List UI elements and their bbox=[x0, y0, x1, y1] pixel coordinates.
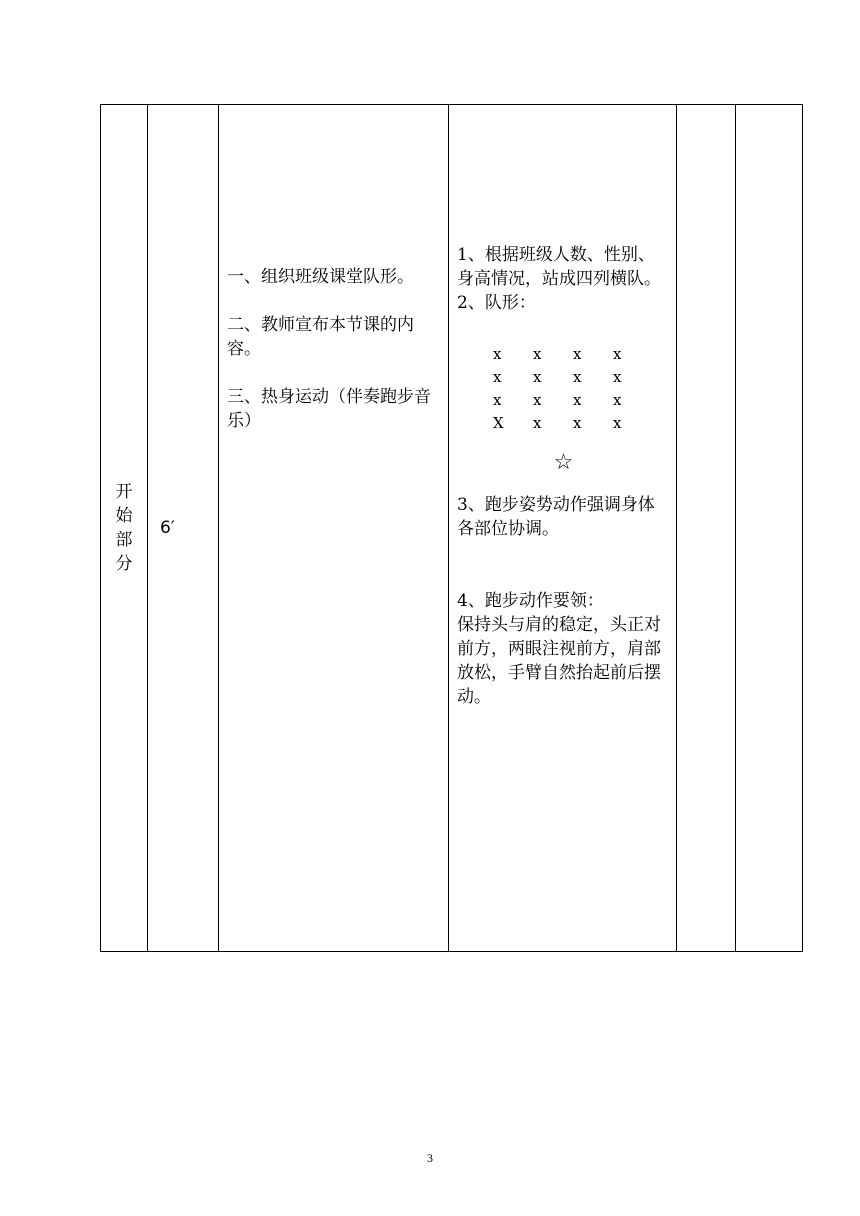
method-step-4-body: 保持头与肩的稳定，头正对前方，两眼注视前方，肩部放松，手臂自然抬起前后摆动。 bbox=[457, 615, 661, 707]
student-mark: x bbox=[533, 368, 542, 386]
duration-value: 6′ bbox=[160, 518, 175, 538]
formation-row bbox=[457, 412, 670, 435]
student-mark: x bbox=[493, 345, 502, 363]
content-item: 三、热身运动（伴奏跑步音乐） bbox=[227, 387, 431, 431]
student-mark: x bbox=[613, 414, 622, 432]
student-mark: x bbox=[573, 414, 582, 432]
method-step-4-title: 4、跑步动作要领： bbox=[457, 591, 604, 611]
content-cell bbox=[219, 105, 449, 952]
section-label-char: 分 bbox=[115, 554, 133, 574]
student-mark: x bbox=[573, 391, 582, 409]
empty-cell bbox=[736, 105, 803, 952]
method-cell bbox=[449, 105, 677, 952]
teacher-star-icon: ☆ bbox=[553, 450, 574, 475]
formation-row bbox=[457, 343, 670, 366]
student-mark: x bbox=[493, 391, 502, 409]
student-mark: x bbox=[573, 345, 582, 363]
table-row bbox=[101, 105, 803, 952]
student-mark: X bbox=[493, 414, 504, 432]
method-step-1: 1、根据班级人数、性别、身高情况，站成四列横队。 bbox=[457, 245, 661, 289]
section-label-char: 开 bbox=[115, 482, 133, 502]
student-mark: x bbox=[613, 391, 622, 409]
method-step-2: 2、队形： bbox=[457, 293, 536, 313]
section-label-cell bbox=[101, 105, 148, 952]
page-number: 3 bbox=[427, 1151, 433, 1165]
section-label-char: 始 bbox=[115, 506, 133, 526]
student-mark: x bbox=[613, 345, 622, 363]
content-item: 一、组织班级课堂队形。 bbox=[227, 267, 414, 287]
student-mark: x bbox=[573, 368, 582, 386]
student-mark: x bbox=[493, 368, 502, 386]
empty-cell bbox=[677, 105, 736, 952]
student-mark: x bbox=[613, 368, 622, 386]
student-mark: x bbox=[533, 391, 542, 409]
formation-row bbox=[457, 366, 670, 389]
formation-diagram bbox=[457, 343, 670, 435]
formation-row bbox=[457, 389, 670, 412]
lesson-plan-table bbox=[100, 104, 803, 952]
method-step-3: 3、跑步姿势动作强调身体各部位协调。 bbox=[457, 495, 655, 539]
student-mark: x bbox=[533, 414, 542, 432]
section-label-char: 部 bbox=[115, 530, 133, 550]
student-mark: x bbox=[533, 345, 542, 363]
duration-cell bbox=[148, 105, 219, 952]
content-item: 二、教师宣布本节课的内容。 bbox=[227, 315, 414, 359]
